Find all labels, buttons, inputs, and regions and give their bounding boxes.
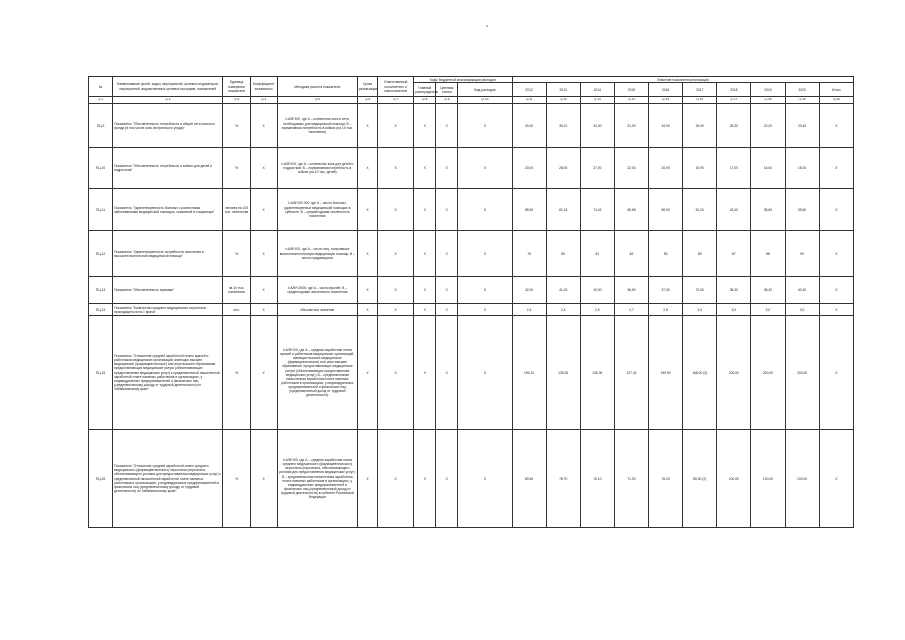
col-index: гр.14	[614, 97, 648, 104]
unit-cell: %	[223, 104, 250, 148]
year-value-cell: 25,30	[717, 104, 751, 148]
year-value-cell: 36,50	[614, 277, 648, 304]
header-year: 2019	[751, 83, 785, 97]
method-cell: I=A/B*100, где А – средняя заработная плата врачей и работников медицинских организаций, имеющих высшее медицинское (фармацевтическое) или иное высшее образование, предоставляющих медицинские услуги (обеспечивающих предоставление медицинских услуг); B – среднемесячная начисленная заработная плата наемных работников в организациях, у индивидуальных предпринимателей и физических лиц (среднемесячный доход от трудовой деятельности)	[277, 316, 357, 430]
header-responsible: Ответственный исполнитель и соисполнители	[378, 77, 414, 97]
expense-cell: Х	[458, 189, 512, 231]
indicator-name: Показатель "Удовлетворенность потребности населения в высокотехнологичной медицинской помощи"	[113, 231, 223, 277]
year-value-cell: 40,00	[580, 277, 614, 304]
year-value-cell: 74,42	[580, 189, 614, 231]
year-value-cell: 127,40	[614, 316, 648, 430]
year-value-cell: 41,00	[546, 277, 580, 304]
year-value-cell: 168,00 (2)	[683, 316, 717, 430]
expense-cell: Х	[458, 304, 512, 316]
year-value-cell: 2,8	[649, 304, 683, 316]
header-total: Итого	[819, 83, 853, 97]
year-value-cell: 83	[649, 231, 683, 277]
year-value-cell: 88	[751, 231, 785, 277]
table-body	[89, 104, 854, 528]
year-value-cell: 30,00	[512, 104, 546, 148]
row-num: ПЦ.16	[89, 430, 113, 528]
expense-cell: Х	[458, 104, 512, 148]
header-year: 2012	[512, 83, 546, 97]
col-index: гр.1	[89, 97, 113, 104]
year-value-cell: 86,00 (2)	[683, 430, 717, 528]
year-value-cell: 20,90	[683, 148, 717, 189]
row-num: ПЦ.14	[89, 304, 113, 316]
year-value-cell: 76,10	[580, 430, 614, 528]
header-budget-group: Коды бюджетной классификации расходов	[414, 77, 512, 83]
year-value-cell: 85	[683, 231, 717, 277]
article-cell: Х	[436, 430, 458, 528]
year-value-cell: 3,0	[785, 304, 819, 316]
table-row	[89, 104, 854, 148]
year-value-cell: 27,00	[580, 148, 614, 189]
total-cell: Х	[819, 277, 853, 304]
responsible-cell: Х	[378, 430, 414, 528]
responsible-cell: Х	[378, 277, 414, 304]
year-value-cell: 3,0	[717, 304, 751, 316]
col-index: гр.4	[250, 97, 277, 104]
header-deadline: Сроки реализации	[357, 77, 377, 97]
unit-cell: %	[223, 231, 250, 277]
responsible-cell: Х	[378, 316, 414, 430]
year-value-cell: 35,10	[546, 104, 580, 148]
header-year: 2014	[580, 83, 614, 97]
year-value-cell: 2,4	[546, 304, 580, 316]
year-value-cell: 150,10	[512, 316, 546, 430]
year-value-cell: 135,30	[546, 316, 580, 430]
year-value-cell: 76	[512, 231, 546, 277]
header-forecast-group: Значение показателя реализации	[512, 77, 853, 83]
year-value-cell: 16,00	[751, 148, 785, 189]
col-index: гр.7	[378, 97, 414, 104]
deadline-cell: Х	[357, 104, 377, 148]
deadline-cell: Х	[357, 189, 377, 231]
article-cell: Х	[436, 304, 458, 316]
header-num: №	[89, 77, 113, 97]
row-num: ПЦ.13	[89, 277, 113, 304]
year-value-cell: 2,7	[614, 304, 648, 316]
col-index: гр.8	[414, 97, 436, 104]
header-year: 2013	[546, 83, 580, 97]
header-grbs: Главный распорядитель	[414, 83, 436, 97]
total-cell: Х	[819, 304, 853, 316]
method-cell: Абсолютное значение	[277, 304, 357, 316]
table-row	[89, 316, 854, 430]
method-cell: I=A/B*100, где А – количество коек для детей и подростков; B – нормативная потребность в койках (на 10 тыс. детей)	[277, 148, 357, 189]
page-number: "	[486, 26, 489, 32]
total-cell: Х	[819, 189, 853, 231]
year-value-cell: 3,0	[751, 304, 785, 316]
deadline-cell: Х	[357, 304, 377, 316]
year-value-cell: 3,0	[683, 304, 717, 316]
indicators-table	[88, 76, 854, 528]
year-value-cell: 82	[614, 231, 648, 277]
coef-cell: Х	[250, 148, 277, 189]
year-value-cell: 76,00	[649, 430, 683, 528]
article-cell: Х	[436, 104, 458, 148]
header-year: 2015	[614, 83, 648, 97]
year-value-cell: 42,00	[512, 277, 546, 304]
header-expense-type: Вид расходов	[458, 83, 512, 97]
indicator-name: Показатель "Обеспеченность потребности в койках для детей и подростков"	[113, 148, 223, 189]
grbs-cell: Х	[414, 430, 436, 528]
year-value-cell: 51,20	[683, 189, 717, 231]
responsible-cell: Х	[378, 231, 414, 277]
grbs-cell: Х	[414, 104, 436, 148]
header-year: 2020	[785, 83, 819, 97]
article-cell: Х	[436, 231, 458, 277]
indicator-name: Показатель "Отношение средней заработной платы среднего медицинского (фармацевтического) персонала (персонала, обеспечивающего условия для предоставления медицинских услуг) к среднемесячной начисленной заработной плате наемных работников в организациях, у индивидуальных предпринимателей и физических лиц (среднемесячному доходу от трудовой деятельности) по Забайкальскому краю"	[113, 430, 223, 528]
year-value-cell: 200,00	[717, 316, 751, 430]
col-index: гр.19	[785, 97, 819, 104]
year-value-cell: 31,00	[614, 104, 648, 148]
unit-cell: %	[223, 316, 250, 430]
col-index: гр.13	[580, 97, 614, 104]
year-value-cell: 23,40	[785, 104, 819, 148]
year-value-cell: 37,30	[649, 277, 683, 304]
year-value-cell: 35,60	[785, 189, 819, 231]
expense-cell: Х	[458, 231, 512, 277]
year-value-cell: 38,30	[751, 277, 785, 304]
unit-cell: %	[223, 430, 250, 528]
article-cell: Х	[436, 277, 458, 304]
year-value-cell: 85,90	[512, 189, 546, 231]
expense-cell: Х	[458, 316, 512, 430]
responsible-cell: Х	[378, 304, 414, 316]
year-value-cell: 37,50	[683, 277, 717, 304]
row-num: ПЦ.12	[89, 231, 113, 277]
year-value-cell: 82,15	[546, 189, 580, 231]
col-index: гр.16	[683, 97, 717, 104]
header-year: 2016	[649, 83, 683, 97]
table-row	[89, 148, 854, 189]
table-row	[89, 304, 854, 316]
total-cell: Х	[819, 231, 853, 277]
col-index: гр.20	[819, 97, 853, 104]
year-value-cell: 28,00	[546, 148, 580, 189]
year-value-cell: 200,00	[785, 316, 819, 430]
header-name: Наименование целей, задач, мероприятий, целевых индикаторов, мероприятий, ведомственных целевых программ, показателей	[113, 77, 223, 97]
responsible-cell: Х	[378, 189, 414, 231]
row-num: ПЦ.10	[89, 148, 113, 189]
year-value-cell: 17,00	[717, 148, 751, 189]
total-cell: Х	[819, 316, 853, 430]
year-value-cell: 71,00	[614, 430, 648, 528]
header-year: 2018	[717, 83, 751, 97]
indicator-name: Показатель "Обеспеченность врачами"	[113, 277, 223, 304]
article-cell: Х	[436, 189, 458, 231]
row-num: ПЦ.15	[89, 316, 113, 430]
header-target-article: Целевая статья	[436, 83, 458, 97]
row-num: ПЦ.9	[89, 104, 113, 148]
year-value-cell: 15,00	[785, 148, 819, 189]
total-cell: Х	[819, 148, 853, 189]
table-row	[89, 189, 854, 231]
coef-cell: Х	[250, 430, 277, 528]
header-unit: Единица измерения показателя	[223, 77, 250, 97]
column-index-row	[89, 97, 854, 104]
method-cell: I=A/B*100, где А – средняя заработная плата среднего медицинского (фармацевтического) персонала (персонала, обеспечивающего условия для предоставления медицинских услуг); B – среднемесячная начисленная заработная плата наемных работников в организациях, у индивидуальных предпринимателей и физических лиц (среднемесячный доход от трудовой деятельности) в субъекте Российской Федерации	[277, 430, 357, 528]
method-cell: I=A/B*10000, где А – число врачей; B – среднегодовая численность населения	[277, 277, 357, 304]
year-value-cell: 35,60	[751, 189, 785, 231]
year-value-cell: 22,20	[751, 104, 785, 148]
unit-cell: человек на 100 тыс. населения	[223, 189, 250, 231]
year-value-cell: 34,00	[580, 104, 614, 148]
grbs-cell: Х	[414, 304, 436, 316]
responsible-cell: Х	[378, 104, 414, 148]
coef-cell: Х	[250, 316, 277, 430]
col-index: гр.12	[546, 97, 580, 104]
year-value-cell: 43,40	[717, 189, 751, 231]
coef-cell: Х	[250, 104, 277, 148]
year-value-cell: 34,90	[649, 104, 683, 148]
unit-cell: %	[223, 148, 250, 189]
col-index: гр.15	[649, 97, 683, 104]
deadline-cell: Х	[357, 148, 377, 189]
year-value-cell: 22,00	[614, 148, 648, 189]
method-cell: I=A/B*100, где А – количество коек в сети, необходимых для медицинской помощи; B – нормативная потребность в койках (на 10 тыс. населения)	[277, 104, 357, 148]
year-value-cell: 58,90	[649, 189, 683, 231]
indicator-name: Показатель "Отношение средней заработной платы врачей и работников медицинских организаций, имеющих высшее медицинское (фармацевтическое) или иное высшее образование, предоставляющих медицинские услуги (обеспечивающих предоставление медицинских услуг) к среднемесячной начисленной заработной плате наемных работников в организациях, у индивидуальных предпринимателей и физических лиц (среднемесячному доходу от трудовой деятельности) по Забайкальскому краю"	[113, 316, 223, 430]
year-value-cell: 81	[580, 231, 614, 277]
unit-cell: чел.	[223, 304, 250, 316]
year-value-cell: 100,00	[751, 430, 785, 528]
year-value-cell: 38,30	[717, 277, 751, 304]
deadline-cell: Х	[357, 231, 377, 277]
article-cell: Х	[436, 148, 458, 189]
year-value-cell: 78,70	[546, 430, 580, 528]
year-value-cell: 40,30	[785, 277, 819, 304]
expense-cell: Х	[458, 148, 512, 189]
year-value-cell: 200,00	[751, 316, 785, 430]
year-value-cell: 2,5	[580, 304, 614, 316]
col-index: гр.17	[717, 97, 751, 104]
deadline-cell: Х	[357, 316, 377, 430]
year-value-cell: 100,00	[717, 430, 751, 528]
grbs-cell: Х	[414, 231, 436, 277]
year-value-cell: 159,90	[649, 316, 683, 430]
coef-cell: Х	[250, 231, 277, 277]
article-cell: Х	[436, 316, 458, 430]
header-year: 2017	[683, 83, 717, 97]
col-index: гр.3	[223, 97, 250, 104]
indicator-name: Показатель "Удовлетворенность больных с различными заболеваниями медицинской помощью, оказанной в стационаре"	[113, 189, 223, 231]
col-index: гр.2	[113, 97, 223, 104]
table-row	[89, 430, 854, 528]
unit-cell: на 10 тыс. населения	[223, 277, 250, 304]
col-index: гр.6	[357, 97, 377, 104]
deadline-cell: Х	[357, 277, 377, 304]
coef-cell: Х	[250, 277, 277, 304]
year-value-cell: 20,00	[512, 148, 546, 189]
year-value-cell: 100,00	[785, 430, 819, 528]
deadline-cell: Х	[357, 430, 377, 528]
grbs-cell: Х	[414, 189, 436, 231]
expense-cell: Х	[458, 430, 512, 528]
method-cell: I=A/B*100, где А – число лиц, получивших высокотехнологичную медицинскую помощь; B – число нуждающихся	[277, 231, 357, 277]
year-value-cell: 68,68	[614, 189, 648, 231]
grbs-cell: Х	[414, 277, 436, 304]
total-cell: Х	[819, 430, 853, 528]
year-value-cell: 2,4	[512, 304, 546, 316]
year-value-cell: 29,90	[683, 104, 717, 148]
grbs-cell: Х	[414, 316, 436, 430]
col-index: гр.18	[751, 97, 785, 104]
year-value-cell: 136,30	[580, 316, 614, 430]
year-value-cell: 20,90	[649, 148, 683, 189]
year-value-cell: 80,50	[512, 430, 546, 528]
table-row	[89, 277, 854, 304]
header-method: Методика расчета показателя	[277, 77, 357, 97]
indicator-name: Показатель "Обеспеченность потребности в общей сети коечного фонда (в том числе коек сестринского ухода)"	[113, 104, 223, 148]
grbs-cell: Х	[414, 148, 436, 189]
indicator-name: Показатель "Количество среднего медицинского персонала, приходящегося на 1 врача"	[113, 304, 223, 316]
year-value-cell: 90	[785, 231, 819, 277]
total-cell: Х	[819, 104, 853, 148]
table-row	[89, 231, 854, 277]
col-index: гр.10	[458, 97, 512, 104]
row-num: ПЦ.11	[89, 189, 113, 231]
responsible-cell: Х	[378, 148, 414, 189]
header-coef: Коэффициент значимости	[250, 77, 277, 97]
method-cell: I=A/B*100 000, где А – число больных, удовлетворенных медицинской помощью в субъекте; B – среднегодовая численность населения	[277, 189, 357, 231]
col-index: гр.11	[512, 97, 546, 104]
year-value-cell: 80	[546, 231, 580, 277]
coef-cell: Х	[250, 304, 277, 316]
col-index: гр.5	[277, 97, 357, 104]
coef-cell: Х	[250, 189, 277, 231]
year-value-cell: 87	[717, 231, 751, 277]
expense-cell: Х	[458, 277, 512, 304]
col-index: гр.9	[436, 97, 458, 104]
